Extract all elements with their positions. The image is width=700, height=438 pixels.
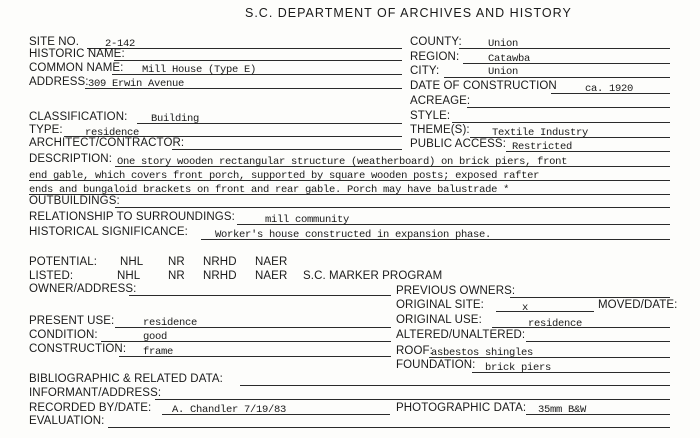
owner-address-label: OWNER/ADDRESS: xyxy=(29,283,137,295)
photographic-label: PHOTOGRAPHIC DATA: xyxy=(396,402,527,414)
common-name-label: COMMON NAME: xyxy=(29,62,124,74)
listed-nr: NR xyxy=(168,270,185,282)
theme-value: Textile Industry xyxy=(492,127,589,139)
outbuildings-line xyxy=(115,207,670,208)
potential-label: POTENTIAL: xyxy=(29,256,98,268)
altered-line xyxy=(526,341,670,342)
acreage-line xyxy=(467,107,670,108)
recorded-by-value: A. Chandler 7/19/83 xyxy=(172,404,287,416)
site-no-value: 2-142 xyxy=(105,38,136,50)
present-use-label: PRESENT USE: xyxy=(29,315,115,327)
county-label: COUNTY: xyxy=(410,36,462,48)
address-label: ADDRESS: xyxy=(29,76,89,88)
county-value: Union xyxy=(488,38,519,50)
original-site-value: x xyxy=(522,302,529,314)
city-value: Union xyxy=(488,66,519,78)
type-value: residence xyxy=(85,127,140,139)
bibliographic-line xyxy=(240,385,670,386)
listed-naer: NAER xyxy=(255,270,288,282)
form-header: S.C. DEPARTMENT OF ARCHIVES AND HISTORY xyxy=(245,6,572,20)
significance-value: Worker's house constructed in expansion phase. xyxy=(215,229,492,241)
potential-naer: NAER xyxy=(255,256,288,268)
roof-label: ROOF: xyxy=(396,345,433,357)
original-site-line xyxy=(496,311,594,312)
theme-label: THEME(S): xyxy=(410,124,470,136)
architect-line xyxy=(172,149,402,150)
historic-name-label: HISTORIC NAME: xyxy=(29,48,125,60)
previous-owners-label: PREVIOUS OWNERS: xyxy=(396,285,516,297)
photographic-value: 35mm B&W xyxy=(538,404,587,416)
construction-value: frame xyxy=(143,346,174,358)
classification-label: CLASSIFICATION: xyxy=(29,111,128,123)
listed-label: LISTED: xyxy=(29,270,74,282)
relationship-label: RELATIONSHIP TO SURROUNDINGS: xyxy=(29,211,235,223)
acreage-label: ACREAGE: xyxy=(410,95,471,107)
outbuildings-label: OUTBUILDINGS: xyxy=(29,195,120,207)
potential-nr: NR xyxy=(168,256,185,268)
present-use-value: residence xyxy=(143,317,198,329)
altered-label: ALTERED/UNALTERED: xyxy=(396,329,526,341)
classification-value: Building xyxy=(151,113,200,125)
sc-marker-program: S.C. MARKER PROGRAM xyxy=(303,270,443,282)
moved-date-label: MOVED/DATE: xyxy=(598,299,678,311)
common-name-value: Mill House (Type E) xyxy=(142,64,257,76)
potential-nhl: NHL xyxy=(120,256,144,268)
condition-value: good xyxy=(143,331,168,343)
informant-label: INFORMANT/ADDRESS: xyxy=(29,387,162,399)
date-construction-label: DATE OF CONSTRUCTION xyxy=(410,80,557,92)
original-use-value: residence xyxy=(528,318,583,330)
description-text-1: One story wooden rectangular structure (weatherboard) on brick piers, front xyxy=(117,156,568,168)
foundation-value: brick piers xyxy=(485,362,552,374)
recorded-by-label: RECORDED BY/DATE: xyxy=(29,402,152,414)
region-label: REGION: xyxy=(410,51,460,63)
relationship-value: mill community xyxy=(265,214,350,226)
city-label: CITY: xyxy=(410,65,440,77)
listed-nrhd: NRHD xyxy=(203,270,237,282)
construction-label: CONSTRUCTION: xyxy=(29,343,127,355)
owner-address-line xyxy=(129,295,391,296)
style-line xyxy=(452,122,670,123)
site-no-label: SITE NO. xyxy=(29,36,80,48)
informant-line xyxy=(155,399,670,400)
significance-label: HISTORICAL SIGNIFICANCE: xyxy=(29,226,188,238)
style-label: STYLE: xyxy=(410,110,451,122)
region-value: Catawba xyxy=(488,53,531,65)
foundation-label: FOUNDATION: xyxy=(396,359,476,371)
historic-name-line xyxy=(114,60,402,61)
description-label: DESCRIPTION: xyxy=(29,153,112,165)
address-value: 309 Erwin Avenue xyxy=(88,78,185,90)
date-construction-value: ca. 1920 xyxy=(585,83,634,95)
evaluation-label: EVALUATION: xyxy=(29,415,105,427)
original-site-label: ORIGINAL SITE: xyxy=(396,299,484,311)
listed-nhl: NHL xyxy=(117,270,141,282)
evaluation-line xyxy=(108,427,670,428)
description-text-3: ends and bungaloid brackets on front and rear gable. Porch may have balustrade * xyxy=(29,184,510,196)
roof-value: asbestos shingles xyxy=(431,347,534,359)
bibliographic-label: BIBLIOGRAPHIC & RELATED DATA: xyxy=(29,373,223,385)
previous-owners-line xyxy=(510,297,670,298)
condition-label: CONDITION: xyxy=(29,329,98,341)
original-use-label: ORIGINAL USE: xyxy=(396,314,482,326)
description-text-2: end gable, which covers front porch, supported by square wooden posts; exposed rafter xyxy=(29,170,540,182)
city-line xyxy=(444,77,670,78)
public-access-label: PUBLIC ACCESS: xyxy=(410,138,506,150)
architect-label: ARCHITECT/CONTRACTOR: xyxy=(29,137,185,149)
public-access-value: Restricted xyxy=(512,141,573,153)
type-label: TYPE: xyxy=(29,124,63,136)
potential-nrhd: NRHD xyxy=(203,256,237,268)
